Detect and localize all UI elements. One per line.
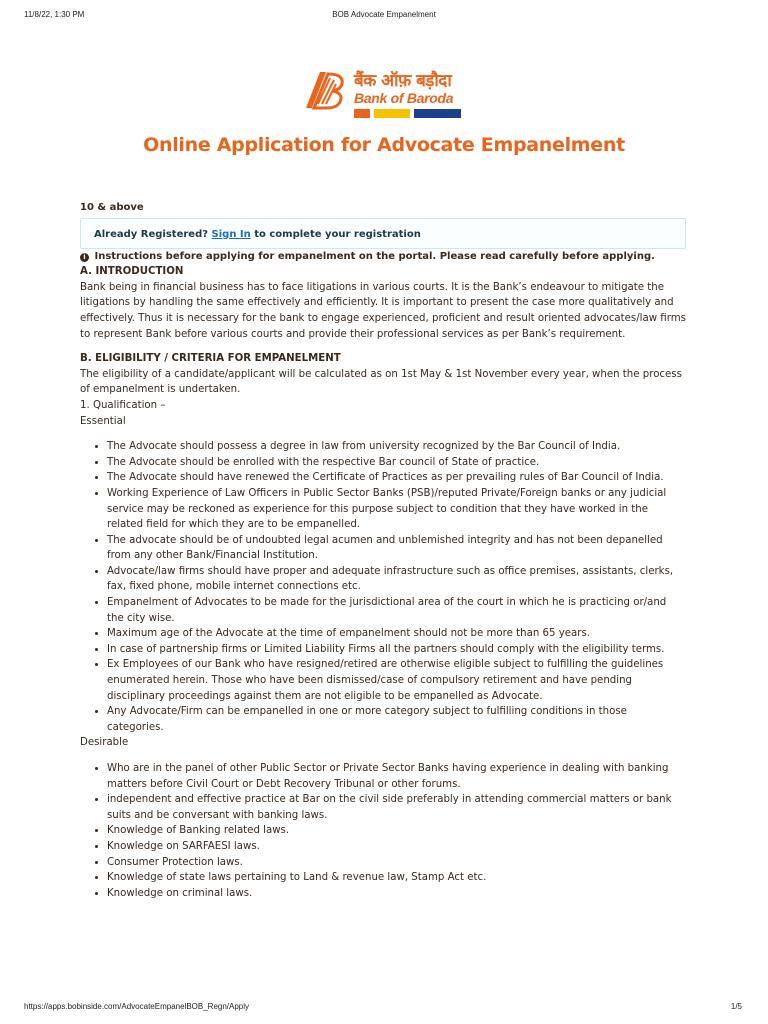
info-icon: i: [80, 253, 89, 262]
eligibility-body: The eligibility of a candidate/applicant will be calculated as on 1st May & 1st November every year, when the process of empanelment is undertaken.: [80, 368, 682, 396]
age-label: 10 & above: [80, 202, 144, 213]
registered-prefix: Already Registered?: [94, 228, 209, 240]
list-item: • Knowledge on SARFAESI laws.: [107, 839, 686, 855]
page-title: Online Application for Advocate Empanelment: [143, 134, 625, 156]
list-item: • The Advocate should have renewed the Certificate of Practices as per prevailing rules of Bar Council of India.: [107, 470, 686, 486]
bank-logo: [304, 68, 468, 120]
list-item: • Knowledge of Banking related laws.: [107, 823, 686, 839]
logo-hindi: बैंक ऑफ़ बड़ौदा: [354, 71, 452, 91]
list-item: • Knowledge of state laws pertaining to Land & revenue law, Stamp Act etc.: [107, 870, 686, 886]
bob-logo-icon: [304, 70, 348, 110]
intro-body: Bank being in financial business has to face litigations in various courts. It is the Bank’s endeavour to mitigate the litigations by handling the same effectively and efficiently. It is important to present the case more qualitatively and effectively. Thus it is necessary for the bank to engage experienced, proficient and result oriented advocates/law firms to represent Bank before various courts and provide their professional services as per Bank’s requirement.: [80, 281, 686, 340]
print-title: BOB Advocate Empanelment: [332, 10, 436, 19]
eligibility-title: B. ELIGIBILITY / CRITERIA FOR EMPANELMENT: [80, 353, 341, 365]
essential-label: Essential: [80, 415, 126, 427]
list-item: • Ex Employees of our Bank who have resigned/retired are otherwise eligible subject to fulfilling the guidelines enumerated herein. Those who have been dismissed/case of compulsory retirement and have pending disciplinary proceedings against them are not eligible to be empanelled as Advocate.: [107, 657, 686, 704]
qualification-heading: 1. Qualification –: [80, 399, 166, 411]
desirable-list: [80, 761, 686, 901]
list-item: • Knowledge on criminal laws.: [107, 886, 686, 902]
essential-list: [80, 439, 686, 735]
list-item: • Consumer Protection laws.: [107, 855, 686, 871]
desirable-label: Desirable: [80, 737, 129, 749]
print-page-number: 1/5: [730, 1002, 742, 1011]
list-item: • In case of partnership firms or Limited Liability Firms all the partners should comply with the eligibility terms.: [107, 642, 686, 658]
list-item: • Empanelment of Advocates to be made for the jurisdictional area of the court in which he is practicing or/and the city wise.: [107, 595, 686, 626]
registered-notice: [80, 218, 686, 249]
logo-strip: [354, 109, 461, 118]
list-item: • Maximum age of the Advocate at the time of empanelment should not be more than 65 years.: [107, 626, 686, 642]
print-datetime: 11/8/22, 1:30 PM: [24, 10, 85, 19]
list-item: • The advocate should be of undoubted legal acumen and unblemished integrity and has not been depanelled from any other Bank/Financial Institution.: [107, 533, 686, 564]
print-url: https://apps.bobinside.com/AdvocateEmpanelBOB_Regn/Apply: [24, 1002, 250, 1011]
list-item: • Working Experience of Law Officers in Public Sector Banks (PSB)/reputed Private/Foreign banks or any judicial service may be reckoned as experience for this purpose subject to condition that they have worked in the related field for which they are to be empanelled.: [107, 486, 686, 533]
main-content: [80, 200, 686, 901]
list-item: • The Advocate should possess a degree in law from university recognized by the Bar Council of India.: [107, 439, 686, 455]
list-item: • Advocate/law firms should have proper and adequate infrastructure such as office premises, assistants, clerks, fax, fixed phone, mobile internet connections etc.: [107, 564, 686, 595]
intro-title: A. INTRODUCTION: [80, 266, 184, 278]
list-item: • independent and effective practice at Bar on the civil side preferably in attending commercial matters or bank suits and be conversant with banking laws.: [107, 792, 686, 823]
list-item: • Who are in the panel of other Public Sector or Private Sector Banks having experience in dealing with banking matters before Civil Court or Debt Recovery Tribunal or other forums.: [107, 761, 686, 792]
instructions-note: [80, 249, 686, 265]
list-item: • The Advocate should be enrolled with the respective Bar council of State of practice.: [107, 455, 686, 471]
registered-suffix: to complete your registration: [254, 228, 421, 240]
list-item: • Any Advocate/Firm can be empanelled in one or more category subject to fulfilling conditions in those categories.: [107, 704, 686, 735]
instructions-text: Instructions before applying for empanelment on the portal. Please read carefully before applying.: [94, 250, 655, 262]
logo-english: Bank of Baroda: [354, 90, 454, 106]
sign-in-link[interactable]: Sign In: [211, 228, 251, 240]
